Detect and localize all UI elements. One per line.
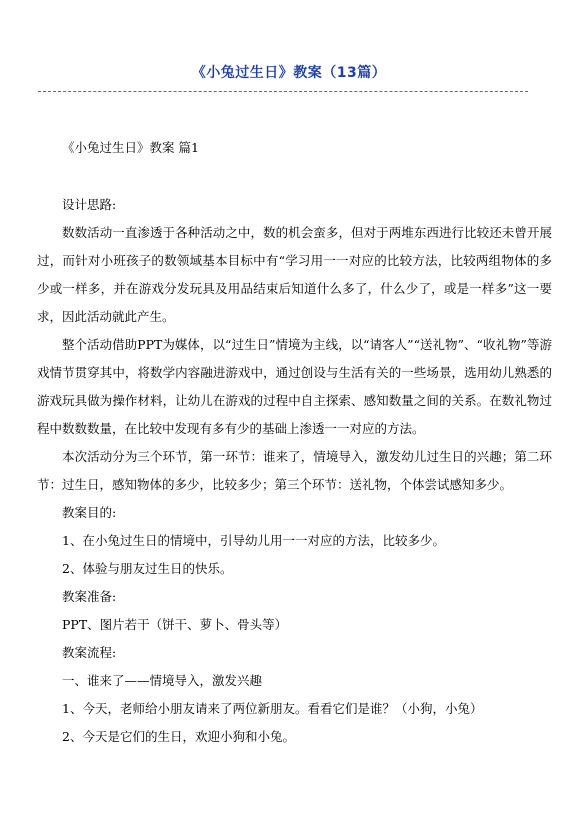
paragraph-flow-heading: 教案流程: — [62, 645, 117, 660]
paragraph-flow-item-2: 2、今天是它们的生日，欢迎小狗和小兔。 — [62, 729, 295, 744]
paragraph-goals-heading: 教案目的: — [62, 505, 117, 520]
paragraph-flow-item-1: 1、今天，老师给小朋友请来了两位新朋友。看看它们是谁？（小狗，小兔） — [62, 701, 483, 716]
paragraph-flow-step-1: 一、谁来了——情境导入，激发兴趣 — [62, 673, 263, 688]
paragraph-prep-items: PPT、图片若干（饼干、萝卜、骨头等） — [62, 617, 288, 632]
document-title: 《小兔过生日》教案（13篇） — [191, 65, 387, 81]
paragraph-design-heading: 设计思路: — [62, 197, 117, 212]
paragraph-design-2: 整个活动借助PPT为媒体，以“过生日”情境为主线，以“请客人”“送礼物”、“收礼物”等游戏情节贯穿其中，将数学内容融进游戏中，通过创设与生活有关的一些场景，选用幼儿熟悉的游戏玩具做为操作材料，让幼儿在游戏的过程中自主探索、感知数量之间的关系。在数礼物过程中数数数量，在比较中发现有多有少的基础上渗透一一对应的方法。 — [37, 337, 552, 436]
document-subtitle: 《小兔过生日》教案 篇1 — [62, 140, 199, 155]
title-divider — [38, 91, 528, 92]
paragraph-prep-heading: 教案准备: — [62, 589, 117, 604]
paragraph-goal-2: 2、体验与朋友过生日的快乐。 — [62, 561, 233, 576]
paragraph-design-3: 本次活动分为三个环节，第一环节：谁来了，情境导入，激发幼儿过生日的兴趣；第二环节：过生日，感知物体的多少，比较多少；第三个环节：送礼物，个体尝试感知多少。 — [37, 449, 552, 492]
document-body — [37, 138, 552, 751]
paragraph-design-1: 数数活动一直渗透于各种活动之中，数的机会蛮多，但对于两堆东西进行比较还未曾开展过，而针对小班孩子的数领域基本目标中有“学习用一一对应的比较方法，比较两组物体的多少或一样多，并在游戏分发玩具及用品结束后知道什么多了，什么少了，或是一样多”这一要求，因此活动就此产生。 — [37, 225, 552, 324]
paragraph-goal-1: 1、在小兔过生日的情境中，引导幼儿用一一对应的方法，比较多少。 — [62, 533, 445, 548]
